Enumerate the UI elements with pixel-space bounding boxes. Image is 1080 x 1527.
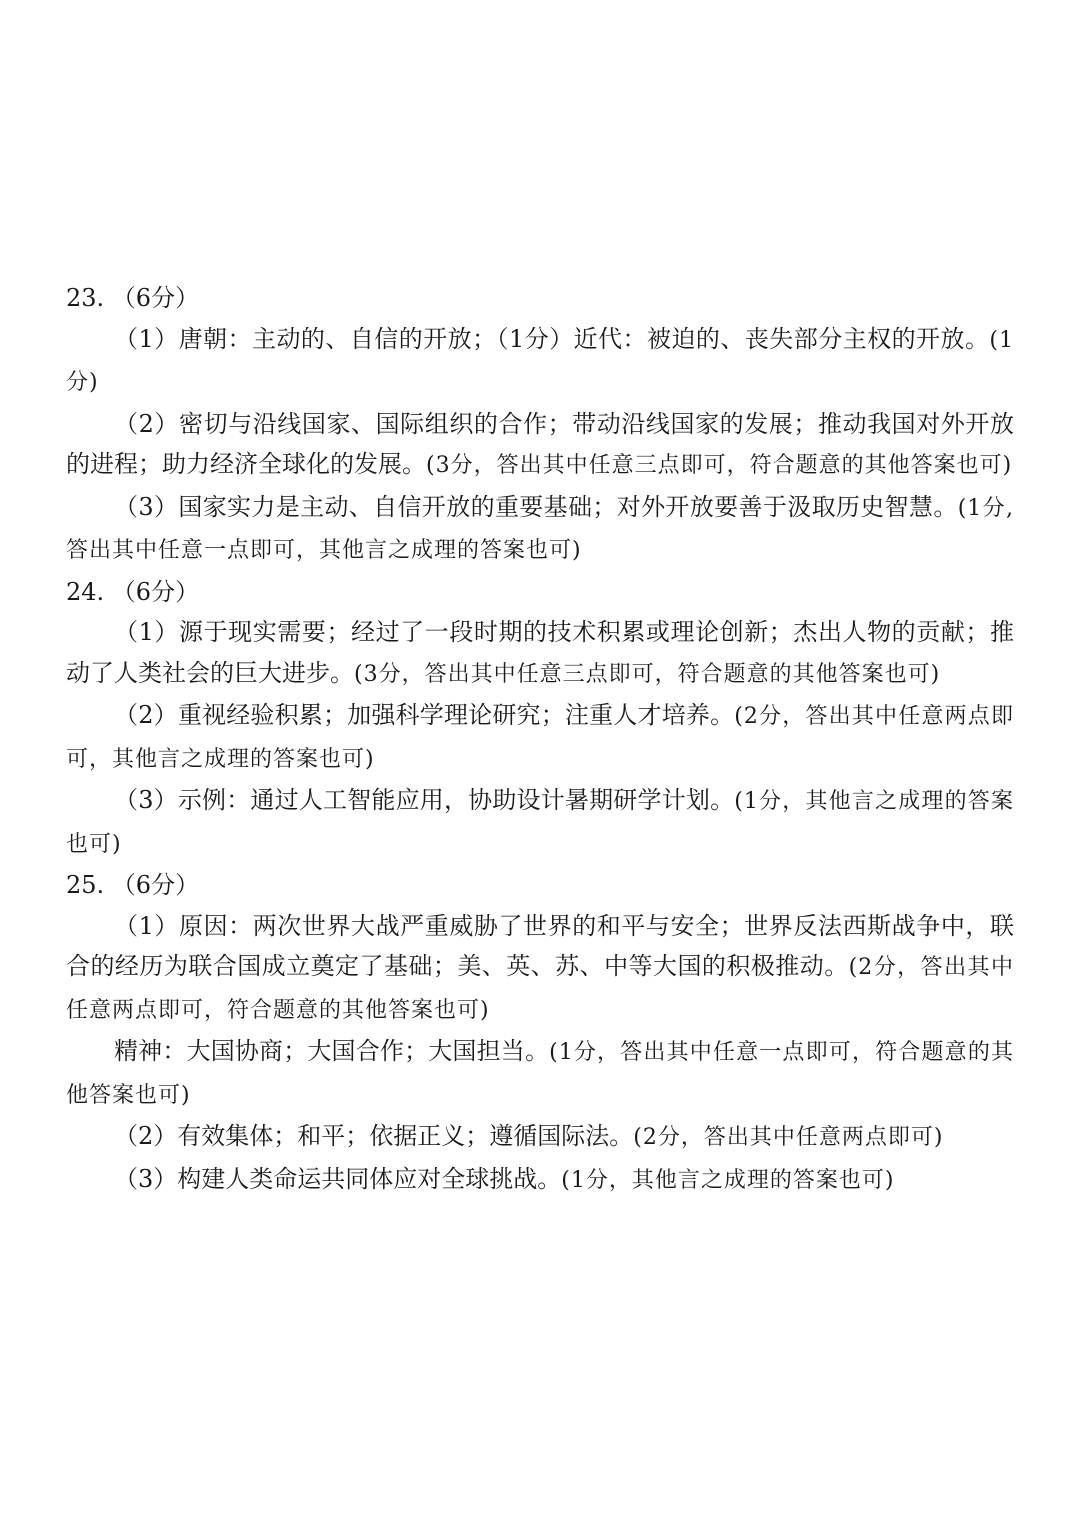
question-23 <box>66 278 1014 572</box>
score-note: (1分) <box>66 327 1014 395</box>
answer-text: （3）构建人类命运共同体应对全球挑战。 <box>114 1164 562 1193</box>
answer-text: （1）原因：两次世界大战严重威胁了世界的和平与安全；世界反法西斯战争中，联合的经历为联合国成立奠定了基础；美、英、苏、中等大国的积极推动。 <box>66 911 1014 980</box>
question-heading: 23. （6分） <box>66 284 200 312</box>
score-note: (1分，其他言之成理的答案也可) <box>66 789 1014 857</box>
answer-text: （1）唐朝：主动的、自信的开放；（1分）近代：被迫的、丧失部分主权的开放。 <box>114 324 990 353</box>
score-note: (2分，答出其中任意两点即可，其他言之成理的答案也可) <box>66 704 1014 772</box>
answer-part <box>66 780 1014 865</box>
answer-text: （3）国家实力是主动、自信开放的重要基础；对外开放要善于汲取历史智慧。 <box>114 492 958 521</box>
answer-part <box>66 906 1014 1032</box>
answer-text: （2）重视经验积累；加强科学理论研究；注重人才培养。 <box>114 701 735 729</box>
question-heading: 25. （6分） <box>66 871 200 899</box>
score-note: (3分，答出其中任意三点即可，符合题意的其他答案也可) <box>426 453 1013 478</box>
answer-text: （3）示例：通过人工智能应用，协助设计暑期研学计划。 <box>114 786 735 814</box>
answer-part <box>66 404 1014 487</box>
score-note: (1分,答出其中任意一点即可，其他言之成理的答案也可) <box>66 495 1014 563</box>
answer-text: 精神：大国协商；大国合作；大国担当。 <box>114 1037 550 1065</box>
answer-part <box>66 319 1014 404</box>
answer-part <box>66 1031 1014 1116</box>
question-24 <box>66 572 1014 866</box>
answer-content <box>66 278 1014 1201</box>
answer-part <box>66 487 1014 572</box>
answer-part <box>66 612 1014 695</box>
score-note: (1分，答出其中任意一点即可，符合题意的其他答案也可) <box>66 1040 1014 1108</box>
score-note: (2分，答出其中任意两点即可，符合题意的其他答案也可) <box>66 955 1014 1023</box>
score-note: (3分，答出其中任意三点即可，符合题意的其他答案也可) <box>354 661 941 687</box>
answer-text: （2）密切与沿线国家、国际组织的合作；带动沿线国家的发展；推动我国对外开放的进程；助力经济全球化的发展。 <box>66 409 1014 478</box>
answer-text: （1）源于现实需要；经过了一段时期的技术积累或理论创新；杰出人物的贡献；推动了人类社会的巨大进步。 <box>66 618 1014 687</box>
answer-part <box>66 1159 1014 1202</box>
score-note: (1分，其他言之成理的答案也可) <box>561 1167 895 1193</box>
question-heading: 24. （6分） <box>66 577 200 606</box>
answer-part <box>66 695 1014 780</box>
answer-part <box>66 1116 1014 1159</box>
score-note: (2分，答出其中任意两点即可) <box>633 1125 944 1150</box>
answer-text: （2）有效集体；和平；依据正义；遵循国际法。 <box>114 1122 634 1150</box>
question-25 <box>66 865 1014 1201</box>
